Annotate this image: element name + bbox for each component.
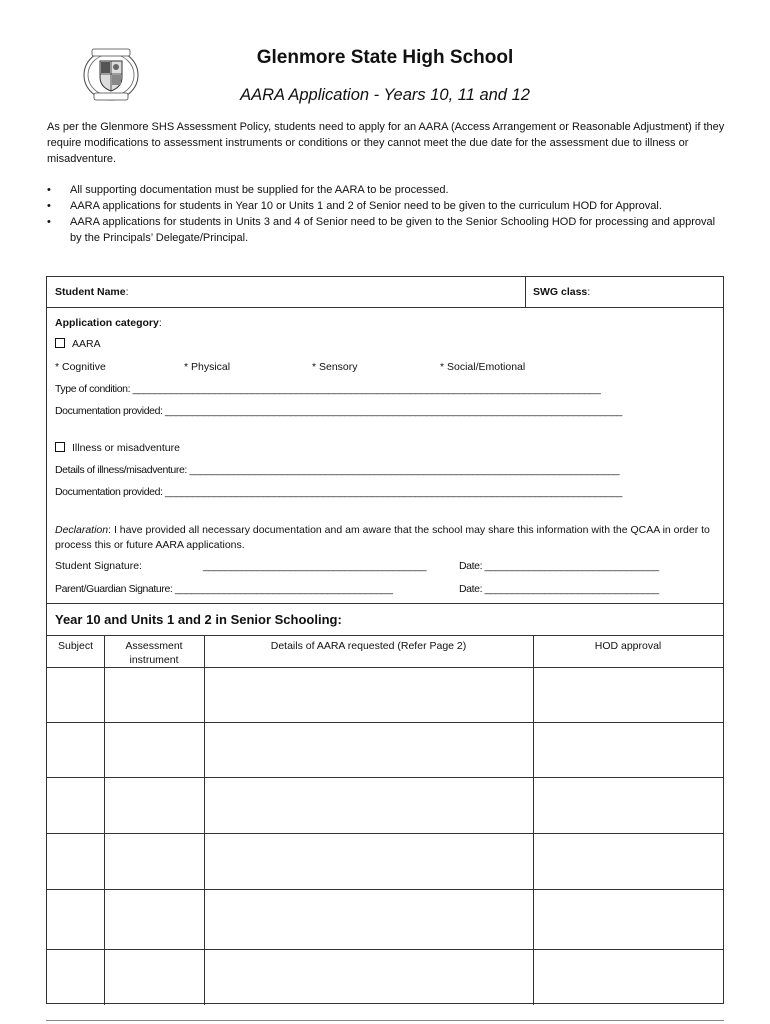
- parent-date-field[interactable]: Date: ________________________________: [459, 583, 659, 595]
- table-row[interactable]: [47, 833, 723, 834]
- student-date-field[interactable]: Date: ________________________________: [459, 560, 659, 572]
- column-header-subject: Subject: [57, 640, 94, 652]
- table-row[interactable]: [47, 777, 723, 778]
- school-name: Glenmore State High School: [256, 47, 514, 68]
- column-header-details: Details of AARA requested (Refer Page 2): [270, 640, 467, 652]
- swg-class-cell[interactable]: SWG class:: [525, 277, 724, 307]
- student-name-label: Student Name: [55, 286, 126, 298]
- illness-details-field[interactable]: Details of illness/misadventure: _______________________________________________________________________________: [55, 464, 620, 476]
- student-name-field[interactable]: Student Name:: [55, 286, 129, 298]
- form-title: AARA Application - Years 10, 11 and 12: [240, 86, 530, 104]
- declaration: Declaration: I have provided all necessary documentation and am aware that the school may share this information with the QCAA in order to process this or future AARA applications.: [55, 524, 710, 551]
- illness-option[interactable]: Illness or misadventure: [55, 442, 180, 454]
- checkbox-icon[interactable]: [55, 442, 65, 452]
- parent-signature-field[interactable]: Parent/Guardian Signature: ________________________________________: [55, 583, 393, 595]
- intro-paragraph: As per the Glenmore SHS Assessment Policy, students need to apply for an AARA (Access Arrangement or Reasonable Adjustment) if they require modifications to assessment instruments or conditions or they cannot meet the due date for the assessment due to illness or misadventure.: [47, 121, 725, 165]
- application-category-section: Application category: AARA * Cognitive * Physical * Sensory * Social/Emotional Type of condition: ______________________________________________________________________________________ Documentation provided: ____________________________________________________________________________________ Illness or misadventure Details of illness/misadventure: _______________________________________________________________________________ Documentation provided: ____________________________________________________________________________________ Declaration: I have provided all necessary documentation and am aware that the school may share this information with the QCAA in order to process this or future AARA applications. Student Signature: _________________________________________ Date: ________________________________ Parent/Guardian Signature: ________________________________________ Date: ________________________________: [47, 307, 723, 604]
- illness-documentation-field[interactable]: Documentation provided: ____________________________________________________________________________________: [55, 486, 622, 498]
- column-header-hod-approval: HOD approval: [594, 640, 662, 652]
- bullet-icon: •: [47, 200, 51, 212]
- category-sensory[interactable]: * Sensory: [312, 361, 358, 373]
- footer-divider: [46, 1020, 724, 1021]
- category-social-emotional[interactable]: * Social/Emotional: [440, 361, 526, 373]
- documentation-provided-field[interactable]: Documentation provided: ____________________________________________________________________________________: [55, 405, 622, 417]
- requirements-list: [47, 182, 727, 246]
- list-item: • All supporting documentation must be supplied for the AARA to be processed.: [47, 184, 449, 196]
- aara-option[interactable]: AARA: [55, 338, 101, 350]
- category-cognitive[interactable]: * Cognitive: [55, 361, 106, 373]
- application-category-label: Application category: [55, 317, 159, 329]
- student-signature-label: Student Signature:: [55, 560, 142, 572]
- student-signature-field[interactable]: _________________________________________: [203, 560, 427, 572]
- list-item: • AARA applications for students in Units 3 and 4 of Senior need to be given to the Senior Schooling HOD for processing and approval by the Principals’ Delegate/Principal.: [47, 216, 716, 244]
- student-info-row: [47, 277, 723, 308]
- list-item: • AARA applications for students in Year 10 or Units 1 and 2 of Senior need to be given to the curriculum HOD for Approval.: [47, 200, 662, 212]
- table-heading: Year 10 and Units 1 and 2 in Senior Schooling:: [55, 612, 342, 627]
- table-row[interactable]: [47, 722, 723, 723]
- aara-requests-table: [47, 635, 723, 1005]
- table-row[interactable]: [47, 889, 723, 890]
- checkbox-icon[interactable]: [55, 338, 65, 348]
- bullet-icon: •: [47, 216, 51, 228]
- application-form: [46, 276, 724, 1004]
- column-header-assessment-instrument: Assessment instrument: [125, 640, 183, 666]
- swg-class-label: SWG class: [533, 286, 588, 298]
- table-row[interactable]: [47, 949, 723, 950]
- type-of-condition-field[interactable]: Type of condition: ______________________________________________________________________________________: [55, 383, 601, 395]
- bullet-icon: •: [47, 184, 51, 196]
- category-physical[interactable]: * Physical: [184, 361, 231, 373]
